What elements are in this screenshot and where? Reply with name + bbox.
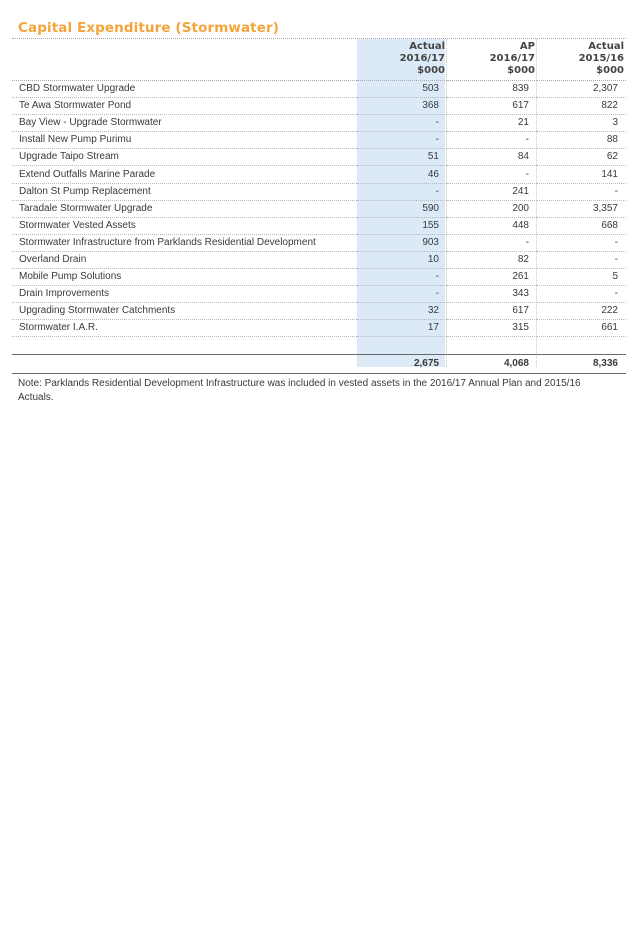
cell-actual-2016-17: 590 <box>357 200 447 217</box>
cell-ap-2016-17: 617 <box>447 303 537 320</box>
cell-actual-2016-17: - <box>357 269 447 286</box>
table-row <box>12 81 626 98</box>
table-row <box>12 269 626 286</box>
row-label: Upgrading Stormwater Catchments <box>12 303 357 320</box>
cell-ap-2016-17: 448 <box>447 217 537 234</box>
row-label: Mobile Pump Solutions <box>12 269 357 286</box>
cell-actual-2016-17: 10 <box>357 251 447 268</box>
cell-actual-2015-16: 88 <box>537 132 626 149</box>
cell-ap-2016-17: 84 <box>447 149 537 166</box>
cell-ap-2016-17: - <box>447 234 537 251</box>
cell-actual-2016-17: - <box>357 286 447 303</box>
cell-ap-2016-17: 839 <box>447 81 537 98</box>
cell-actual-2016-17: - <box>357 183 447 200</box>
cell-actual-2015-16: 222 <box>537 303 626 320</box>
page-title: Capital Expenditure (Stormwater) <box>18 20 279 36</box>
cell-actual-2016-17: 903 <box>357 234 447 251</box>
cell-actual-2016-17: 155 <box>357 217 447 234</box>
cell-ap-2016-17: 200 <box>447 200 537 217</box>
table-row <box>12 320 626 337</box>
cell-actual-2015-16: 3 <box>537 115 626 132</box>
row-label: CBD Stormwater Upgrade <box>12 81 357 98</box>
total-row <box>12 355 626 374</box>
total-label-cell <box>12 355 357 374</box>
header-actual-2016-17: Actual 2016/17 $000 <box>357 39 447 81</box>
header-row <box>12 39 626 81</box>
row-label: Dalton St Pump Replacement <box>12 183 357 200</box>
total-actual-2015-16: 8,336 <box>537 355 626 374</box>
row-label: Install New Pump Purimu <box>12 132 357 149</box>
footnote: Note: Parklands Residential Development Infrastructure was included in vested assets in the 2016/17 Annual Plan and 2015/16 Actuals. <box>18 378 581 403</box>
row-label: Stormwater Infrastructure from Parklands Residential Development <box>12 234 357 251</box>
table-row <box>12 200 626 217</box>
cell-actual-2016-17: 368 <box>357 98 447 115</box>
table-row <box>12 115 626 132</box>
cell-actual-2016-17: 17 <box>357 320 447 337</box>
cell-actual-2015-16: - <box>537 286 626 303</box>
row-label: Upgrade Taipo Stream <box>12 149 357 166</box>
spacer-row <box>12 337 626 355</box>
cell-actual-2016-17: 51 <box>357 149 447 166</box>
cell-actual-2015-16: 3,357 <box>537 200 626 217</box>
cell-ap-2016-17: 343 <box>447 286 537 303</box>
cell-actual-2015-16: 668 <box>537 217 626 234</box>
header-ap-2016-17: AP 2016/17 $000 <box>447 39 537 81</box>
cell-actual-2016-17: 46 <box>357 166 447 183</box>
cell-actual-2015-16: 62 <box>537 149 626 166</box>
cell-actual-2015-16: 2,307 <box>537 81 626 98</box>
table-row <box>12 149 626 166</box>
cell-ap-2016-17: 82 <box>447 251 537 268</box>
cell-actual-2015-16: 141 <box>537 166 626 183</box>
cell-ap-2016-17: 241 <box>447 183 537 200</box>
row-label: Stormwater I.A.R. <box>12 320 357 337</box>
cell-actual-2016-17: 503 <box>357 81 447 98</box>
total-ap-2016-17: 4,068 <box>447 355 537 374</box>
row-label: Bay View - Upgrade Stormwater <box>12 115 357 132</box>
cell-ap-2016-17: 261 <box>447 269 537 286</box>
row-label: Stormwater Vested Assets <box>12 217 357 234</box>
table-row <box>12 98 626 115</box>
header-label-cell <box>12 39 357 81</box>
row-label: Overland Drain <box>12 251 357 268</box>
total-actual-2016-17: 2,675 <box>357 355 447 374</box>
cell-actual-2016-17: - <box>357 132 447 149</box>
row-label: Drain Improvements <box>12 286 357 303</box>
cell-actual-2016-17: 32 <box>357 303 447 320</box>
table-row <box>12 166 626 183</box>
cell-actual-2015-16: 5 <box>537 269 626 286</box>
cell-actual-2015-16: 822 <box>537 98 626 115</box>
cell-ap-2016-17: - <box>447 166 537 183</box>
cell-actual-2016-17: - <box>357 115 447 132</box>
cell-actual-2015-16: - <box>537 251 626 268</box>
cell-ap-2016-17: - <box>447 132 537 149</box>
table-row <box>12 217 626 234</box>
cell-ap-2016-17: 315 <box>447 320 537 337</box>
table-row <box>12 234 626 251</box>
table-row <box>12 286 626 303</box>
cell-ap-2016-17: 21 <box>447 115 537 132</box>
cell-actual-2015-16: - <box>537 234 626 251</box>
cell-actual-2015-16: 661 <box>537 320 626 337</box>
row-label: Extend Outfalls Marine Parade <box>12 166 357 183</box>
table-row <box>12 132 626 149</box>
row-label: Te Awa Stormwater Pond <box>12 98 357 115</box>
table-body <box>12 81 626 337</box>
header-actual-2015-16: Actual 2015/16 $000 <box>537 39 626 81</box>
table-row <box>12 183 626 200</box>
table-row <box>12 303 626 320</box>
cell-actual-2015-16: - <box>537 183 626 200</box>
row-label: Taradale Stormwater Upgrade <box>12 200 357 217</box>
cell-ap-2016-17: 617 <box>447 98 537 115</box>
table-row <box>12 251 626 268</box>
capex-table <box>12 39 626 374</box>
